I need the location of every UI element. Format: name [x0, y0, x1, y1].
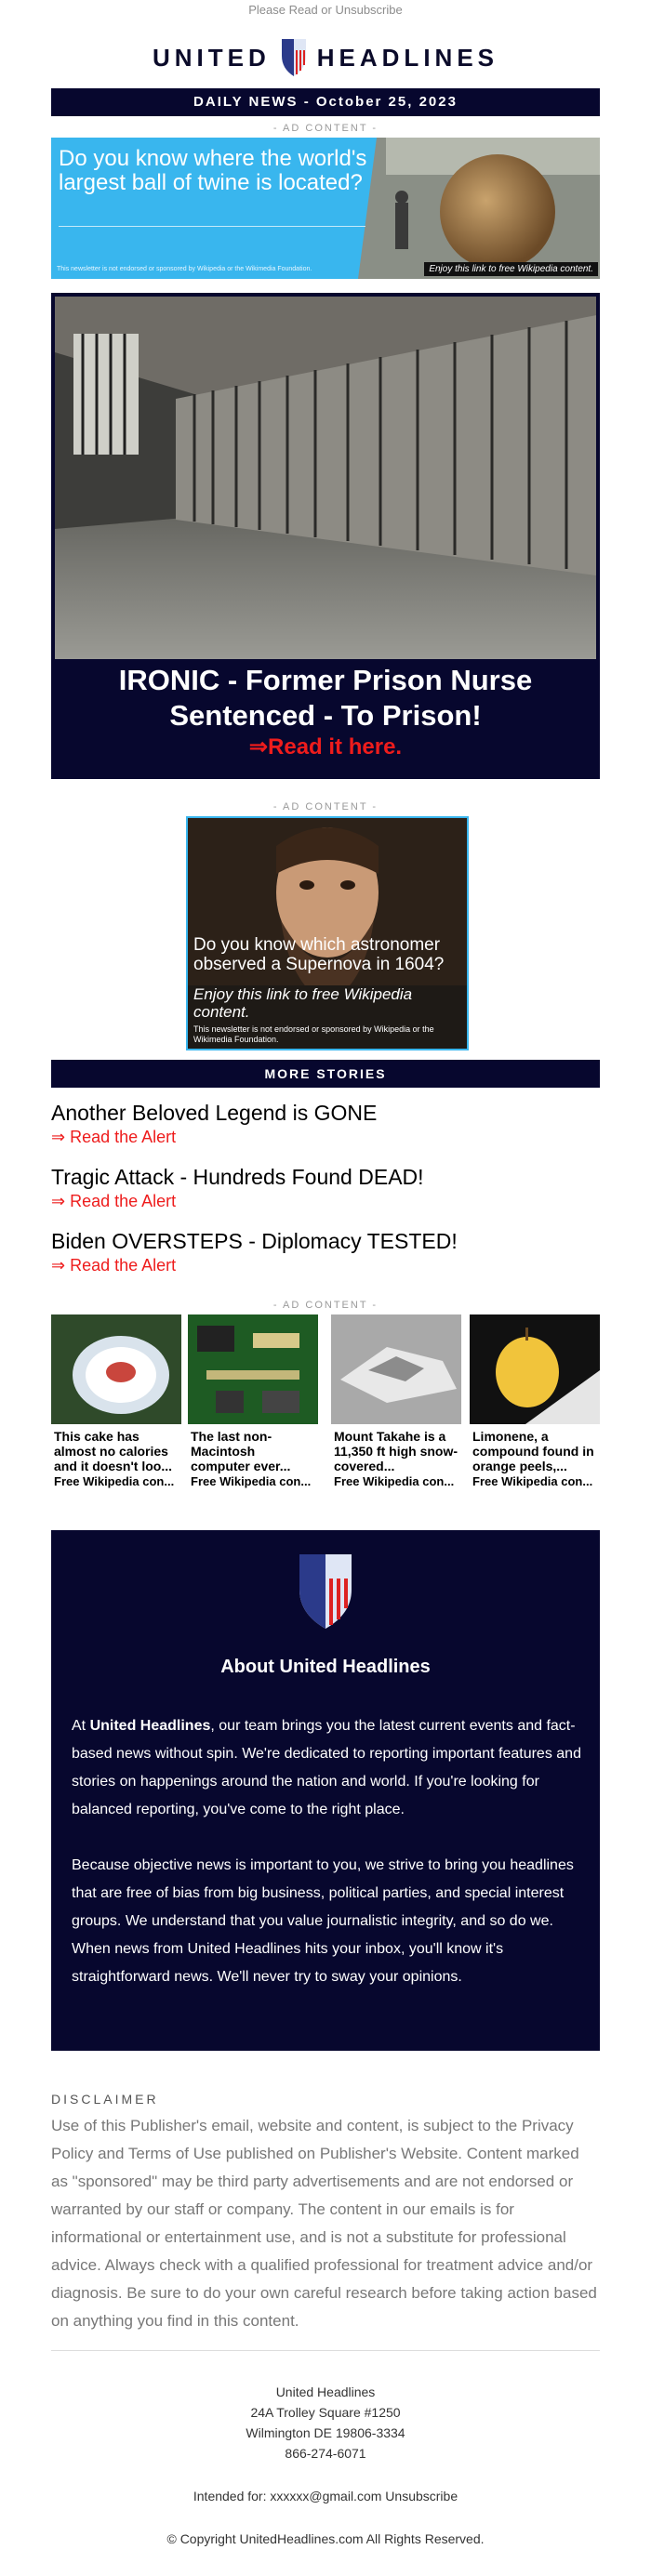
hero-read-link[interactable]: ⇒Read it here. — [248, 734, 403, 760]
brand-name: United Headlines — [89, 1718, 211, 1734]
story-headline[interactable]: Tragic Attack - Hundreds Found DEAD! — [51, 1165, 424, 1189]
disclaimer-heading: DISCLAIMER — [51, 2092, 159, 2107]
ad-label: - AD CONTENT - — [272, 801, 379, 812]
logo-text-right: HEADLINES — [316, 43, 499, 72]
footer-company: United Headlines — [275, 2384, 376, 2399]
card-title[interactable]: The last non-Macintosh computer ever... — [191, 1429, 291, 1473]
hero-story[interactable] — [51, 293, 600, 779]
card-title[interactable]: Mount Takahe is a 11,350 ft high snow-covered... — [334, 1429, 458, 1473]
mountain-image — [331, 1314, 461, 1424]
read-alert-link[interactable]: ⇒ Read the Alert — [51, 1128, 177, 1146]
more-stories-banner: MORE STORIES — [51, 1060, 600, 1088]
card-title[interactable]: Limonene, a compound found in orange peels,... — [472, 1429, 594, 1473]
read-alert-link[interactable]: ⇒ Read the Alert — [51, 1192, 177, 1210]
ad-label: - AD CONTENT - — [272, 123, 379, 134]
footer-phone: 866-274-6071 — [285, 2446, 366, 2461]
orange-peel-image — [470, 1314, 600, 1424]
shield-logo-icon — [298, 1552, 353, 1631]
card-title[interactable]: This cake has almost no calories and it doesn't loo... — [54, 1429, 172, 1473]
ad-card-grid — [51, 1314, 600, 1493]
disclaimer-body: Use of this Publisher's email, website and content, is subject to the Privacy Policy and Terms of Use published on Publisher's Website. Content marked as "sponsored" may be third party advertisements and are not endorsed or warranted by our staff or company. The content in our emails is for informational or entertainment use, and is not a substitute for professional advice. Always check with a qualified professional for treatment advice and/or diagnosis. Be sure to do your own careful research before taking action based on anything you find in this content. — [51, 2117, 597, 2330]
card-source: Free Wikipedia con... — [54, 1474, 175, 1488]
circuit-board-image — [188, 1314, 318, 1424]
shield-logo-icon — [280, 37, 308, 78]
about-paragraph-1: At United Headlines, our team brings you the latest current events and fact-based news without spin. We're dedicated to reporting important features and stories on happenings around the nation and world. If you're looking for balanced reporting, you've come to the right place. — [72, 1718, 581, 1817]
footer-street: 24A Trolley Square #1250 — [250, 2405, 401, 2420]
cake-image — [51, 1314, 181, 1424]
recipient-email: xxxxxx@gmail.com — [270, 2489, 382, 2503]
story-headline[interactable]: Another Beloved Legend is GONE — [51, 1101, 378, 1125]
story-headline[interactable]: Biden OVERSTEPS - Diplomacy TESTED! — [51, 1229, 458, 1253]
card-source: Free Wikipedia con... — [191, 1474, 312, 1488]
ad1-divider — [59, 226, 365, 227]
footer-intended: Intended for: xxxxxx@gmail.com Unsubscribe — [193, 2489, 458, 2503]
story-item[interactable] — [51, 1228, 600, 1276]
footer-copyright: © Copyright UnitedHeadlines.com All Rights Reserved. — [166, 2531, 485, 2546]
prison-cells-photo — [55, 297, 596, 659]
read-alert-link[interactable]: ⇒ Read the Alert — [51, 1256, 177, 1275]
ad-card-computer[interactable] — [188, 1314, 318, 1493]
card-source: Free Wikipedia con... — [472, 1474, 593, 1488]
footer-city: Wilmington DE 19806-3334 — [246, 2425, 405, 2440]
hero-headline[interactable]: IRONIC - Former Prison Nurse Sentenced - To Prison! — [118, 664, 533, 732]
ad-card-limonene[interactable] — [470, 1314, 600, 1493]
ad2-disclaimer: This newsletter is not endorsed or sponsored by Wikipedia or the Wikimedia Foundation. — [193, 1024, 434, 1044]
card-source: Free Wikipedia con... — [334, 1474, 455, 1488]
ad1-enjoy-link[interactable]: Enjoy this link to free Wikipedia content. — [424, 262, 598, 276]
story-item[interactable] — [51, 1164, 600, 1212]
unsubscribe-link[interactable]: Unsubscribe — [385, 2489, 458, 2503]
date-banner: DAILY NEWS - October 25, 2023 — [51, 88, 600, 116]
disclaimer-section — [51, 2092, 600, 2335]
brand-logo[interactable] — [0, 35, 651, 80]
ad-label: - AD CONTENT - — [272, 1300, 379, 1311]
unsubscribe-topline[interactable]: Please Read or Unsubscribe — [248, 3, 403, 17]
footer-divider — [51, 2350, 600, 2351]
ad-ball-of-twine[interactable] — [51, 138, 600, 279]
logo-text-left: UNITED — [152, 43, 271, 72]
about-paragraph-2: Because objective news is important to you, we strive to bring you headlines that are free of bias from big business, political parties, and special interest groups. We understand that you value journalistic integrity, and so do we. When news from United Headlines hits your inbox, you'll know it's straightforward news. We'll never try to sway your opinions. — [72, 1857, 574, 1985]
ad2-question: Do you know which astronomer observed a Supernova in 1604? — [193, 935, 445, 974]
ad1-question: Do you know where the world's largest ball of twine is located? — [59, 146, 367, 195]
twine-ball-photo — [358, 138, 600, 279]
ad-astronomer[interactable] — [186, 816, 469, 1050]
about-section — [51, 1530, 600, 2051]
ad-card-cake[interactable] — [51, 1314, 181, 1493]
story-item[interactable] — [51, 1100, 600, 1148]
ad-card-mountain[interactable] — [331, 1314, 461, 1493]
about-heading: About United Headlines — [220, 1657, 431, 1677]
ad2-enjoy-link[interactable]: Enjoy this link to free Wikipedia content. — [193, 985, 413, 1021]
ad1-disclaimer: This newsletter is not endorsed or sponsored by Wikipedia or the Wikimedia Foundation. — [57, 266, 312, 272]
